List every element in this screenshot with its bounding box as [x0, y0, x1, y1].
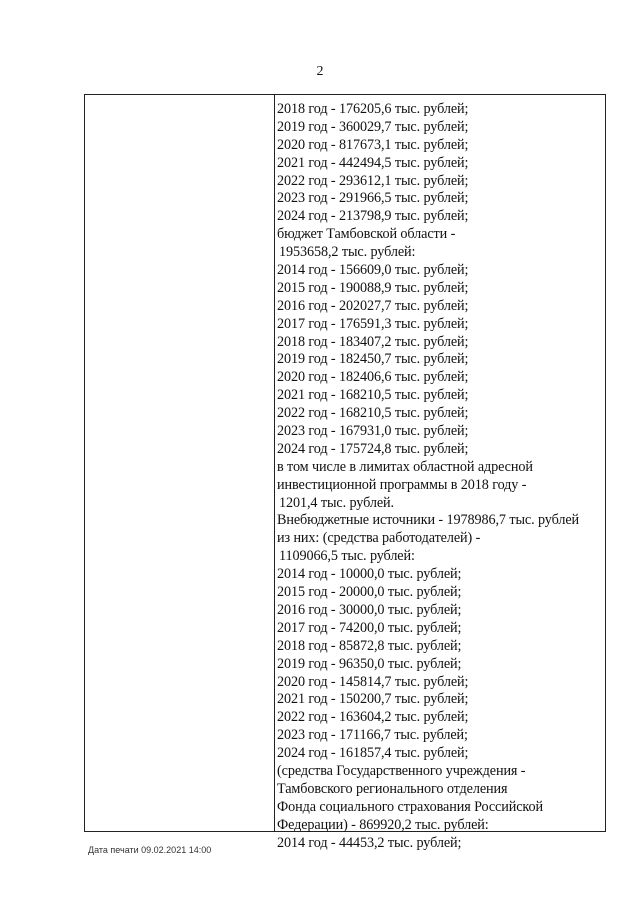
text-line: 2023 год - 291966,5 тыс. рублей; [277, 190, 469, 207]
text-line: в том числе в лимитах областной адресной [277, 458, 533, 475]
print-date-footer: Дата печати 09.02.2021 14:00 [88, 845, 212, 855]
text-line: 2018 год - 176205,6 тыс. рублей; [277, 101, 469, 117]
text-line: из них: (средства работодателей) - [277, 530, 481, 547]
text-line: 2020 год - 182406,6 тыс. рублей; [277, 369, 469, 386]
text-line: 2016 год - 202027,7 тыс. рублей; [277, 297, 469, 314]
text-line: 2024 год - 175724,8 тыс. рублей; [277, 440, 469, 457]
text-line: 2020 год - 145814,7 тыс. рублей; [277, 673, 469, 690]
text-line: 1201,4 тыс. рублей. [279, 494, 394, 511]
text-line: 1109066,5 тыс. рублей: [279, 548, 415, 565]
text-line: (средства Государственного учреждения - [277, 762, 526, 779]
column-divider [274, 95, 275, 831]
page-number: 2 [316, 64, 324, 79]
text-line: 2015 год - 190088,9 тыс. рублей; [277, 279, 469, 296]
text-line: 2018 год - 183407,2 тыс. рублей; [277, 333, 469, 350]
text-line: 2014 год - 10000,0 тыс. рублей; [277, 566, 462, 583]
text-line: 2024 год - 213798,9 тыс. рублей; [277, 208, 469, 225]
text-line: 2016 год - 30000,0 тыс. рублей; [277, 601, 462, 618]
text-line: 2022 год - 163604,2 тыс. рублей; [277, 709, 469, 726]
text-line: 2019 год - 96350,0 тыс. рублей; [277, 655, 462, 672]
text-line: 2015 год - 20000,0 тыс. рублей; [277, 584, 462, 601]
text-line: 2014 год - 156609,0 тыс. рублей; [277, 262, 469, 279]
text-line: 2020 год - 817673,1 тыс. рублей; [277, 136, 469, 153]
text-line: бюджет Тамбовской области - [277, 226, 456, 243]
text-line: 2023 год - 171166,7 тыс. рублей; [277, 727, 468, 744]
text-line: инвестиционной программы в 2018 году - [277, 476, 527, 493]
text-line: 1953658,2 тыс. рублей: [279, 244, 416, 261]
text-line: Внебюджетные источники - 1978986,7 тыс. рублей [277, 512, 580, 529]
text-line: 2022 год - 168210,5 тыс. рублей; [277, 405, 469, 422]
text-line: 2024 год - 161857,4 тыс. рублей; [277, 745, 469, 762]
text-line: 2021 год - 168210,5 тыс. рублей; [277, 387, 469, 404]
funding-text-column [277, 101, 607, 852]
text-line: 2021 год - 442494,5 тыс. рублей; [277, 154, 469, 171]
text-line: 2021 год - 150200,7 тыс. рублей; [277, 691, 469, 708]
text-line: 2023 год - 167931,0 тыс. рублей; [277, 423, 469, 440]
text-line: 2019 год - 182450,7 тыс. рублей; [277, 351, 469, 368]
text-line: 2017 год - 176591,3 тыс. рублей; [277, 315, 469, 332]
text-line: 2019 год - 360029,7 тыс. рублей; [277, 118, 469, 135]
text-line: Фонда социального страхования Российской [277, 798, 543, 815]
text-line: 2017 год - 74200,0 тыс. рублей; [277, 619, 462, 636]
text-line: 2014 год - 44453,2 тыс. рублей; [277, 834, 462, 851]
text-line: 2018 год - 85872,8 тыс. рублей; [277, 637, 462, 654]
text-line: Федерации) - 869920,2 тыс. рублей: [277, 816, 489, 833]
text-line: 2022 год - 293612,1 тыс. рублей; [277, 172, 469, 189]
text-line: Тамбовского регионального отделения [277, 780, 508, 797]
